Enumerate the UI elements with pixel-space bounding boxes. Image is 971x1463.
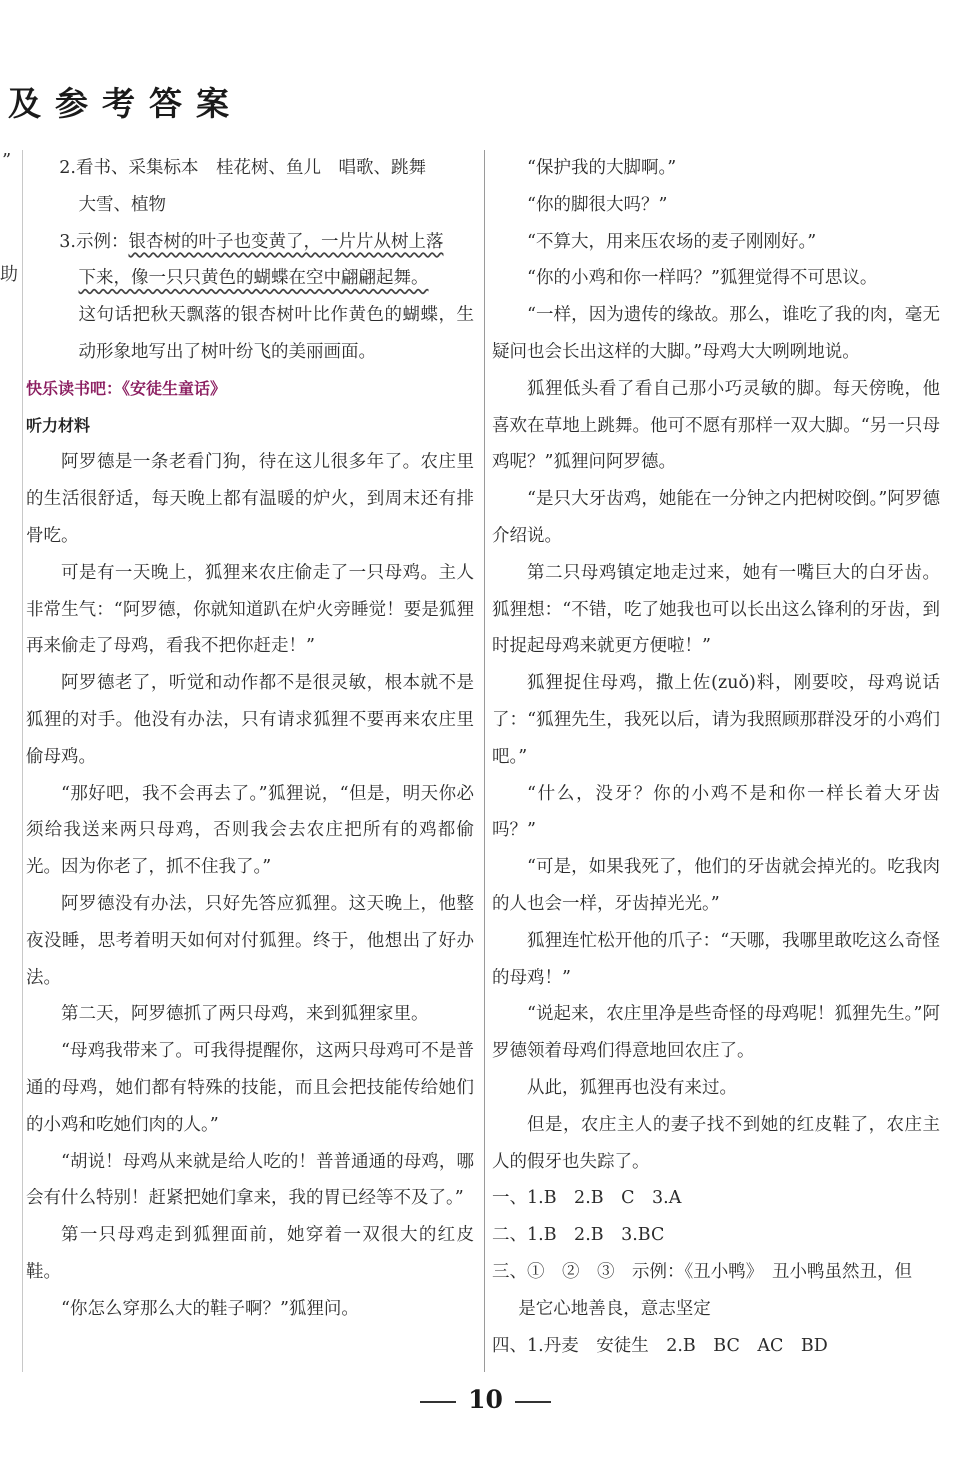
listening-material-title: 听力材料 xyxy=(26,415,91,435)
story-paragraph: “不算大，用来压农场的麦子刚刚好。” xyxy=(527,231,817,252)
story-paragraph: “母鸡我带来了。可我得提醒你，这两只母鸡可不是普通的母鸡，她们都有特殊的技能，而且会把技能传给她们的小鸡和吃她们肉的人。” xyxy=(26,1041,474,1135)
story-paragraph: “可是，如果我死了，他们的牙齿就会掉光的。吃我肉的人也会一样，牙齿掉光光。” xyxy=(492,857,940,914)
story-paragraph: “你的小鸡和你一样吗？”狐狸觉得不可思议。 xyxy=(527,268,878,289)
answer-item-3-explanation: 这句话把秋天飘落的银杏树叶比作黄色的蝴蝶，生动形象地写出了树叶纷飞的美丽画面。 xyxy=(78,305,474,362)
answer-part-1: 一、1.B 2.B C 3.A xyxy=(492,1188,682,1209)
story-paragraph: 阿罗德老了，听觉和动作都不是很灵敏，根本就不是狐狸的对手。他没有办法，只有请求狐狸不要再来农庄里偷母鸡。 xyxy=(26,673,474,767)
left-column xyxy=(26,150,474,1328)
right-column xyxy=(492,150,940,1364)
story-paragraph: “保护我的大脚啊。” xyxy=(527,158,677,178)
page-number-value: 10 xyxy=(468,1385,503,1414)
story-paragraph: 第一只母鸡走到狐狸面前，她穿着一双很大的红皮鞋。 xyxy=(26,1225,474,1282)
story-paragraph: 但是，农庄主人的妻子找不到她的红皮鞋了，农庄主人的假牙也失踪了。 xyxy=(492,1114,940,1172)
story-paragraph: “一样，因为遗传的缘故。那么，谁吃了我的肉，毫无疑问也会长出这样的大脚。”母鸡大大咧咧地说。 xyxy=(492,305,940,362)
story-paragraph: 第二天，阿罗德抓了两只母鸡，来到狐狸家里。 xyxy=(61,1004,429,1025)
answer-item-2-line1: 2.看书、采集标本 桂花树、鱼儿 唱歌、跳舞 xyxy=(59,158,426,178)
story-paragraph: 阿罗德是一条老看门狗，待在这儿很多年了。农庄里的生活很舒适，每天晚上都有温暖的炉火，到周末还有排骨吃。 xyxy=(26,452,474,546)
story-paragraph: 可是有一天晚上，狐狸来农庄偷走了一只母鸡。主人非常生气：“阿罗德，你就知道趴在炉火旁睡觉！要是狐狸再来偷走了母鸡，看我不把你赶走！” xyxy=(26,562,474,657)
answer-item-3-prefix: 3.示例： xyxy=(59,231,129,252)
answer-item-2-line2: 大雪、植物 xyxy=(78,194,166,215)
story-paragraph: “胡说！母鸡从来就是给人吃的！普普通通的母鸡，哪会有什么特别！赶紧把她们拿来，我的胃已经等不及了。” xyxy=(26,1151,474,1209)
left-margin-rule xyxy=(22,150,23,1372)
answer-part-2: 二、1.B 2.B 3.BC xyxy=(492,1225,665,1246)
story-paragraph: 阿罗德没有办法，只好先答应狐狸。这天晚上，他整夜没睡，思考着明天如何对付狐狸。终于，他想出了好办法。 xyxy=(26,893,474,988)
answer-part-3-line1: 三、① ② ③ 示例：《丑小鸭》 丑小鸭虽然丑，但 xyxy=(492,1261,912,1282)
story-paragraph: 狐狸捉住母鸡，撒上佐(zuǒ)料，刚要咬，母鸡说话了：“狐狸先生，我死以后，请为我照顾那群没牙的小鸡们吧。” xyxy=(492,673,940,767)
page-number xyxy=(0,1385,971,1414)
story-paragraph: 狐狸低头看了看自己那小巧灵敏的脚。每天傍晚，他喜欢在草地上跳舞。他可不愿有那样一双大脚。“另一只母鸡呢？”狐狸问阿罗德。 xyxy=(492,378,940,473)
story-paragraph: “你的脚很大吗？” xyxy=(527,194,668,215)
answer-item-3-example-b: 下来，像一只只黄色的蝴蝶在空中翩翩起舞。 xyxy=(78,268,429,289)
story-paragraph: “什么，没牙？你的小鸡不是和你一样长着大牙齿吗？” xyxy=(492,783,940,841)
answer-part-4: 四、1.丹麦 安徒生 2.B BC AC BD xyxy=(492,1335,828,1356)
edge-fragment-char: 助 xyxy=(0,264,18,285)
column-divider xyxy=(484,150,485,1372)
answer-part-3-line2: 是它心地善良，意志坚定 xyxy=(518,1298,711,1319)
story-paragraph: “说起来，农庄里净是些奇怪的母鸡呢！狐狸先生。”阿罗德领着母鸡们得意地回农庄了。 xyxy=(492,1004,940,1062)
answer-item-2 xyxy=(26,150,474,224)
story-paragraph: “是只大牙齿鸡，她能在一分钟之内把树咬倒。”阿罗德介绍说。 xyxy=(492,489,940,546)
story-paragraph: “你怎么穿那么大的鞋子啊？”狐狸问。 xyxy=(61,1298,359,1319)
story-paragraph: 第二只母鸡镇定地走过来，她有一嘴巨大的白牙齿。狐狸想：“不错，吃了她我也可以长出这么锋利的牙齿，到时捉起母鸡来就更方便啦！” xyxy=(492,562,940,657)
page-header-title: 及参考答案 xyxy=(8,84,243,123)
answer-part-3 xyxy=(492,1254,940,1328)
page-number-dash-right xyxy=(515,1401,551,1403)
story-paragraph: “那好吧，我不会再去了。”狐狸说，“但是，明天你必须给我送来两只母鸡，否则我会去农庄把所有的鸡都偷光。因为你老了，抓不住我了。” xyxy=(26,783,474,878)
answer-item-3 xyxy=(26,224,474,298)
page-number-dash-left xyxy=(420,1401,456,1403)
story-paragraph: 从此，狐狸再也没有来过。 xyxy=(527,1077,737,1098)
edge-fragment-quote: ” xyxy=(2,150,12,171)
section-title: 快乐读书吧：《安徒生童话》 xyxy=(26,378,227,398)
story-paragraph: 狐狸连忙松开他的爪子：“天哪，我哪里敢吃这么奇怪的母鸡！” xyxy=(492,930,940,988)
answer-item-3-example-a: 银杏树的叶子也变黄了，一片片从树上落 xyxy=(128,231,444,252)
